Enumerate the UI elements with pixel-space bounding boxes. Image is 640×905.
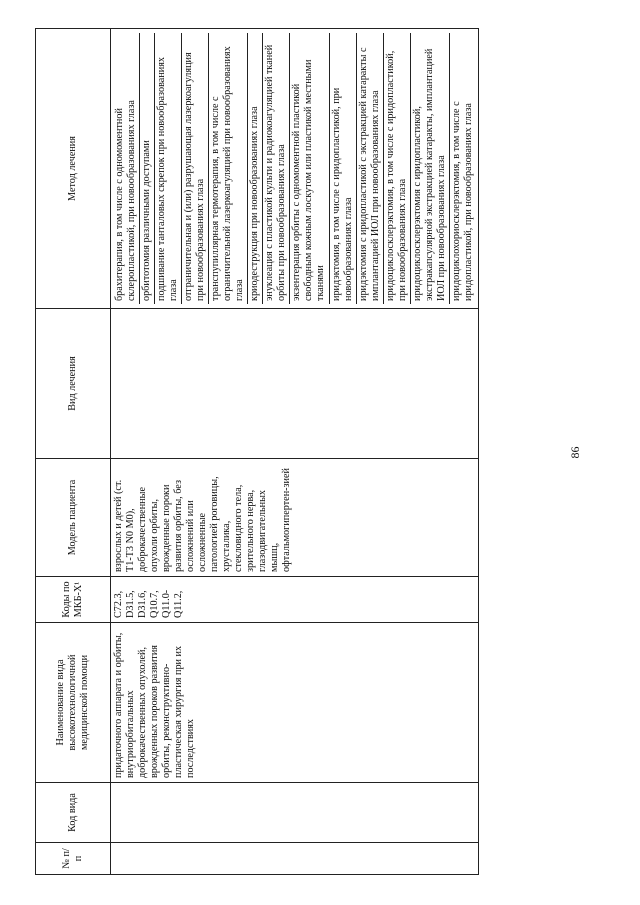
mkb-code: Q10.7, [149,590,161,618]
cell-treatment-type [111,309,479,459]
header-mkb: Коды по МКБ-Х¹ [36,577,111,623]
header-patient-model: Модель пациента [36,459,111,577]
page-number: 86 [568,446,582,459]
mkb-code: Q11.0- [161,589,173,618]
method-item: иридэктомия с иридопластикой с экстракцией катаракты с имплантацией ИОЛ при новообразованиях глаза [357,33,384,304]
header-type-name: Наименование вида высокотехнологичной медицинской помощи [36,623,111,783]
cell-num [111,843,479,875]
method-item: иридоциклохориосклерэктомия, в том числе с иридопластикой, при новообразованиях глаза [450,101,474,301]
method-item: экзентерация орбиты с одномоментной пластикой свободным кожным лоскутом или пластикой местными тканями [290,33,329,304]
cell-type-code [111,783,479,843]
mkb-code: C72.3, [113,590,124,618]
method-item: брахитерапия, в том числе с одномоментной склеропластикой, при новообразованиях глаза [113,33,140,304]
method-item: иридэктомия, в том числе с иридопластикой, при новообразованиях глаза [330,33,357,304]
method-item: орбитотомия различными доступами [140,33,155,304]
mkb-code: D31.5, [125,590,137,618]
header-num: № п/п [36,843,111,875]
method-item: транспупиллярная термотерапия, в том числе с ограничительной лазеркоагуляцией при новообразованиях глаза [209,33,248,304]
header-type-code: Код вида [36,783,111,843]
vmp-table [35,28,479,875]
table-header-row [36,29,111,875]
cell-type-name: придаточного аппарата и орбиты, внутриорбитальных доброкачественных опухолей, врожденных пороков развития орбиты, реконструктивно-пластическая хирургия при их последствиях [111,623,479,783]
cell-methods [111,29,479,309]
method-item: иридоциклосклерэктомия, в том числе с иридопластикой, при новообразованиях глаза [384,33,411,304]
mkb-code: D31.6, [137,590,149,618]
mkb-code: Q11.2, [173,590,185,618]
cell-patient-model: взрослых и детей (ст. T1-T3 N0 M0), доброкачественные опухоли орбиты, врожденные пороки развития орбиты, без осложнений или осложненные патологией роговицы, хрусталика, стекловидного тела, зрительного нерва, глазодвигательных мышц, офтальмогипертен-зией [111,459,479,577]
method-item: отграничительная и (или) разрушающая лазеркоагуляция при новообразованиях глаза [182,33,209,304]
method-item: криодеструкция при новообразованиях глаза [248,33,263,304]
method-item: иридоциклосклерэктомия с иридопластикой, экстракапсулярной экстракцией катаракты, имплантацией ИОЛ при новообразованиях глаза [411,33,450,304]
header-method: Метод лечения [36,29,111,309]
table-row [111,29,479,875]
method-item: энуклеация с пластикой культи и радиокоагуляцией тканей орбиты при новообразованиях глаза [263,33,290,304]
header-treatment-type: Вид лечения [36,309,111,459]
method-item: подшивание танталовых скрепок при новообразованиях глаза [155,33,182,304]
cell-mkb-codes [111,577,479,623]
